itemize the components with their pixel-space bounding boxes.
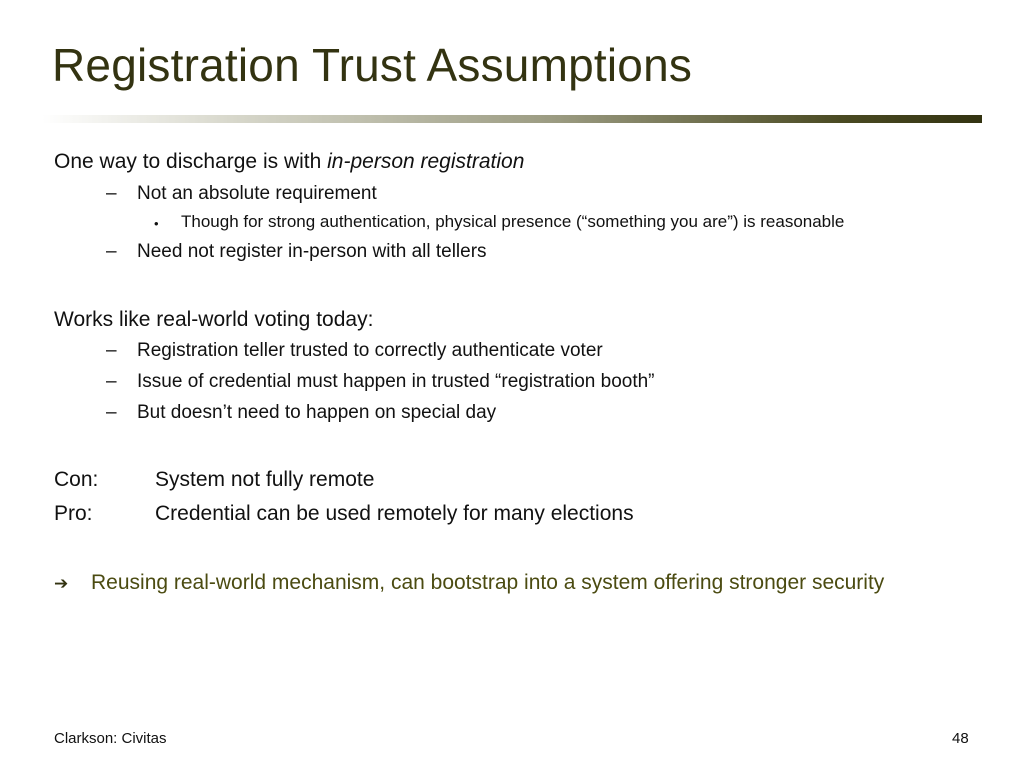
sub-bullet-1-2: Need not register in-person with all tellers — [137, 241, 487, 262]
sub-bullet-2-3: But doesn’t need to happen on special day — [137, 402, 497, 423]
sub-bullet-2-1: Registration teller trusted to correctly authenticate voter — [137, 340, 603, 361]
right-arrow-icon: ➔ — [54, 574, 69, 593]
pro-value: Credential can be used remotely for many elections — [155, 502, 634, 525]
page-number: 48 — [952, 730, 969, 747]
dash-marker: – — [106, 340, 117, 361]
point-1-emphasis: in-person registration — [327, 150, 525, 173]
slide-title: Registration Trust Assumptions — [52, 39, 693, 91]
dash-marker: – — [106, 402, 117, 423]
sub-bullet-1-1: Not an absolute requirement — [137, 183, 377, 204]
bullet-point-1 — [54, 150, 524, 174]
con-value: System not fully remote — [155, 468, 375, 491]
conclusion-text: Reusing real-world mechanism, can bootstrap into a system offering stronger security — [91, 571, 885, 594]
sub-sub-bullet-1-1-1: Though for strong authentication, physical presence (“something you are”) is reasonable — [181, 212, 845, 231]
bullet-point-2: Works like real-world voting today: — [54, 308, 374, 331]
sub-bullet-2-2: Issue of credential must happen in trusted “registration booth” — [137, 371, 655, 392]
dash-marker: – — [106, 241, 117, 262]
point-1-text: One way to discharge is with — [54, 150, 328, 173]
dash-marker: – — [106, 371, 117, 392]
footer-source: Clarkson: Civitas — [54, 730, 167, 747]
title-divider — [42, 115, 982, 123]
pro-label: Pro: — [54, 502, 93, 525]
dot-marker: • — [154, 216, 159, 231]
dash-marker: – — [106, 183, 117, 204]
con-label: Con: — [54, 468, 99, 491]
